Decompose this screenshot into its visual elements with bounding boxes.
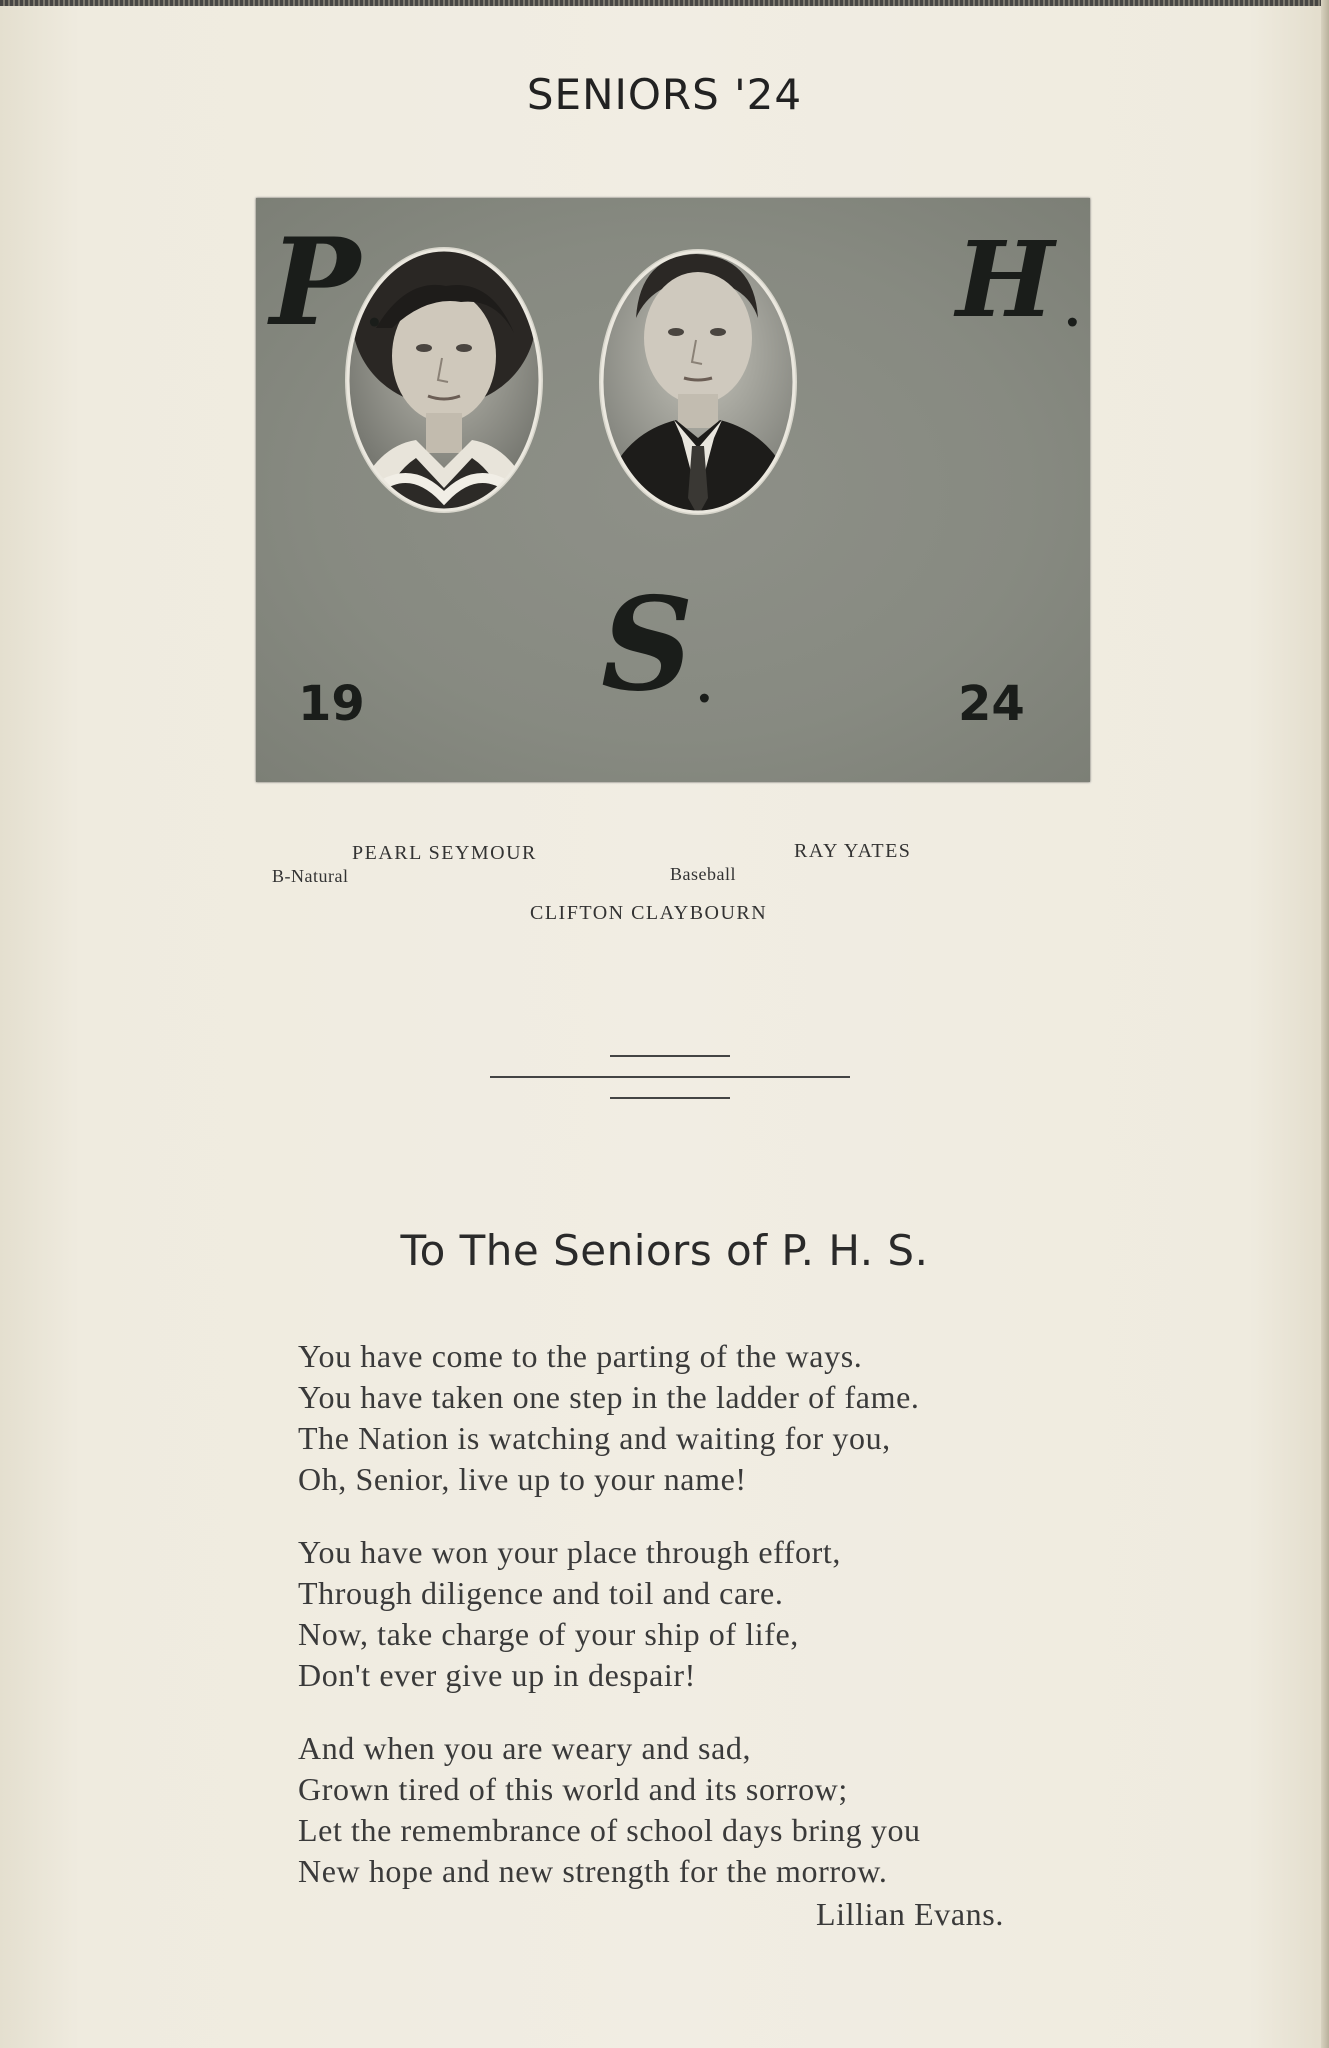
poem-line: Grown tired of this world and its sorrow;	[298, 1771, 848, 1807]
caption-left-subtitle: B-Natural	[272, 866, 349, 886]
poem-title: To The Seniors of P. H. S.	[400, 1226, 929, 1275]
caption-right-subtitle: Baseball	[670, 864, 736, 884]
divider-rule-top	[610, 1055, 730, 1057]
poem-author: Lillian Evans.	[816, 1896, 1004, 1932]
monogram-letter-h: H	[956, 218, 1055, 341]
poem-line: And when you are weary and sad,	[298, 1730, 752, 1766]
class-year-left: 19	[298, 676, 365, 732]
poem-stanza	[298, 1532, 1098, 1696]
class-year-right: 24	[958, 676, 1025, 732]
portrait-woman-icon	[336, 230, 556, 528]
poem-line: You have taken one step in the ladder of fame.	[298, 1379, 920, 1415]
monogram-letter-s: S	[601, 570, 694, 720]
monogram-dot-s: .	[696, 658, 713, 714]
poem-line: Don't ever give up in despair!	[298, 1657, 696, 1693]
poem-line: The Nation is watching and waiting for you,	[298, 1420, 891, 1456]
poem-line: You have won your place through effort,	[298, 1534, 842, 1570]
caption-center-name: CLIFTON CLAYBOURN	[530, 902, 768, 924]
senior-photo-panel	[256, 198, 1090, 782]
portrait-man-icon	[586, 238, 816, 528]
page-top-edge	[0, 0, 1329, 6]
poem-line: Through diligence and toil and care.	[298, 1575, 784, 1611]
caption-right-name: RAY YATES	[794, 840, 912, 862]
page-header-title: SENIORS '24	[526, 70, 803, 119]
poem-line: New hope and new strength for the morrow.	[298, 1853, 888, 1889]
caption-left-name: PEARL SEYMOUR	[352, 842, 537, 864]
page-right-edge	[1321, 0, 1329, 2048]
monogram-letter-p: P	[270, 212, 361, 353]
monogram-dot-h: .	[1064, 282, 1081, 338]
monogram-dot-p: .	[366, 282, 383, 338]
divider-rule-middle	[490, 1076, 850, 1078]
divider-rule-bottom	[610, 1097, 730, 1099]
poem-stanza	[298, 1728, 1098, 1892]
poem-line: You have come to the parting of the ways.	[298, 1338, 863, 1374]
poem-line: Now, take charge of your ship of life,	[298, 1616, 799, 1652]
poem-line: Let the remembrance of school days bring you	[298, 1812, 921, 1848]
poem-line: Oh, Senior, live up to your name!	[298, 1461, 747, 1497]
poem-stanza	[298, 1336, 1098, 1500]
